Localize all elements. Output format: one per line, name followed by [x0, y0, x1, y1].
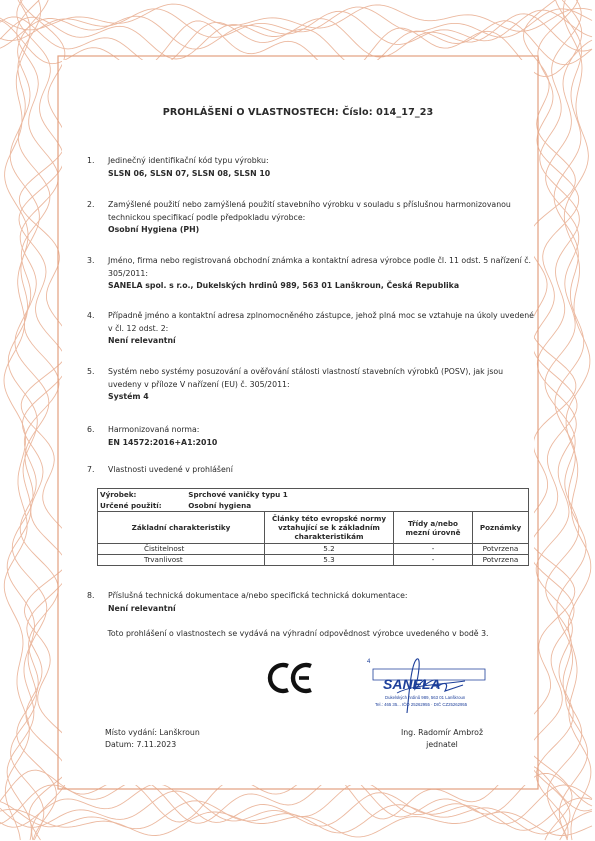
item-number: 4. — [87, 311, 95, 320]
use-label: Určené použití: — [100, 501, 162, 510]
item-text: Případně jméno a kontaktní adresa zplnomocněného zástupce, jehož plná moc se vztahuje na úkoly uvedené v čl. 12 odst. 2: — [108, 311, 534, 333]
table-cell: Potvrzena — [473, 555, 529, 566]
item-text: Jméno, firma nebo registrovaná obchodní známka a kontaktní adresa výrobce podle čl. 11 odst. 5 nařízení č. 305/2011: — [108, 256, 531, 278]
document-page — [62, 60, 534, 785]
signatory — [382, 727, 502, 751]
table-row — [98, 555, 529, 566]
stamp-ids: Tel.: 465 35... IČO 25262955 · DIČ CZ25262955 — [375, 702, 468, 707]
item-value: SLSN 06, SLSN 07, SLSN 08, SLSN 10 — [108, 168, 271, 178]
item-text: Zamýšlené použití nebo zamýšlená použití stavebního výrobku v souladu s příslušnou harmonizovanou technickou specifikací podle předpokladu výrobce: — [108, 200, 511, 222]
column-header: Články této evropské normy vztahující se k základním charakteristikám — [265, 512, 394, 544]
column-header: Poznámky — [473, 512, 529, 544]
svg-text:4: 4 — [367, 659, 371, 665]
item-text: Příslušná technická dokumentace a/nebo specifická technická dokumentace: — [108, 591, 408, 600]
table-cell: Potvrzena — [473, 544, 529, 555]
item-number: 5. — [87, 367, 95, 376]
table-cell: - — [394, 544, 473, 555]
item-value: Systém 4 — [108, 392, 149, 401]
table-header — [98, 512, 529, 544]
table-cell: Čistitelnost — [98, 544, 265, 555]
ce-mark-logo — [266, 661, 316, 695]
signer-name: Ing. Radomír Ambrož — [400, 728, 484, 737]
product-label: Výrobek: — [100, 490, 137, 499]
properties-table — [97, 488, 529, 566]
item-text: Harmonizovaná norma: — [108, 425, 200, 434]
item-number: 1. — [87, 156, 95, 165]
item-value: SANELA spol. s r.o., Dukelských hrdinů 989, 563 01 Lanškroun, Česká Republika — [108, 281, 460, 290]
item-text: Vlastnosti uvedené v prohlášení — [108, 465, 233, 474]
item-number: 2. — [87, 200, 95, 209]
item-number: 3. — [87, 256, 95, 265]
issue-info — [105, 727, 200, 751]
item-number: 8. — [87, 591, 95, 600]
item-value: Není relevantní — [108, 336, 176, 345]
section-6 — [87, 424, 534, 449]
stamp-address: Dukelských hrdinů 989, 563 01 Lanškroun — [385, 695, 466, 700]
table-cell: Trvanlivost — [98, 555, 265, 566]
company-stamp — [367, 655, 492, 715]
product-value: Sprchové vaničky typu 1 — [188, 490, 288, 499]
stamp-brand: SANELA — [383, 676, 441, 692]
section-8 — [87, 590, 534, 615]
section-1 — [87, 155, 534, 180]
item-number: 6. — [87, 425, 95, 434]
column-header: Třídy a/nebo mezní úrovně — [394, 512, 473, 544]
issue-date: Datum: 7.11.2023 — [105, 740, 177, 749]
signer-role: jednatel — [426, 740, 458, 749]
section-3 — [87, 255, 534, 293]
item-value: EN 14572:2016+A1:2010 — [108, 437, 218, 447]
section-5 — [87, 366, 534, 404]
page-title: PROHLÁŠENÍ O VLASTNOSTECH: Číslo: 014_17_23 — [162, 107, 434, 118]
section-4 — [87, 310, 534, 348]
column-header: Základní charakteristiky — [98, 512, 265, 544]
item-value: Není relevantní — [108, 603, 176, 613]
item-text: Jedinečný identifikační kód typu výrobku: — [108, 156, 269, 165]
item-number: 7. — [87, 465, 95, 474]
section-7 — [87, 464, 534, 477]
use-value: Osobní hygiena — [188, 501, 252, 510]
use-row — [98, 500, 529, 512]
item-value: Osobní Hygiena (PH) — [108, 225, 200, 234]
table-row — [98, 544, 529, 555]
table-cell: 5.2 — [265, 544, 394, 555]
table-cell: 5.3 — [265, 555, 394, 566]
section-2 — [87, 199, 534, 237]
table-cell: - — [394, 555, 473, 566]
issue-place: Místo vydání: Lanškroun — [105, 728, 200, 737]
item-text: Systém nebo systémy posuzování a ověřování stálosti vlastností stavebních výrobků (POSV), jak jsou uvedeny v příloze V nařízení (EU) č. 305/2011: — [108, 367, 504, 389]
product-row — [98, 489, 529, 501]
declaration-statement: Toto prohlášení o vlastnostech se vydává na výhradní odpovědnost výrobce uvedeného v bodě 3. — [107, 629, 489, 638]
